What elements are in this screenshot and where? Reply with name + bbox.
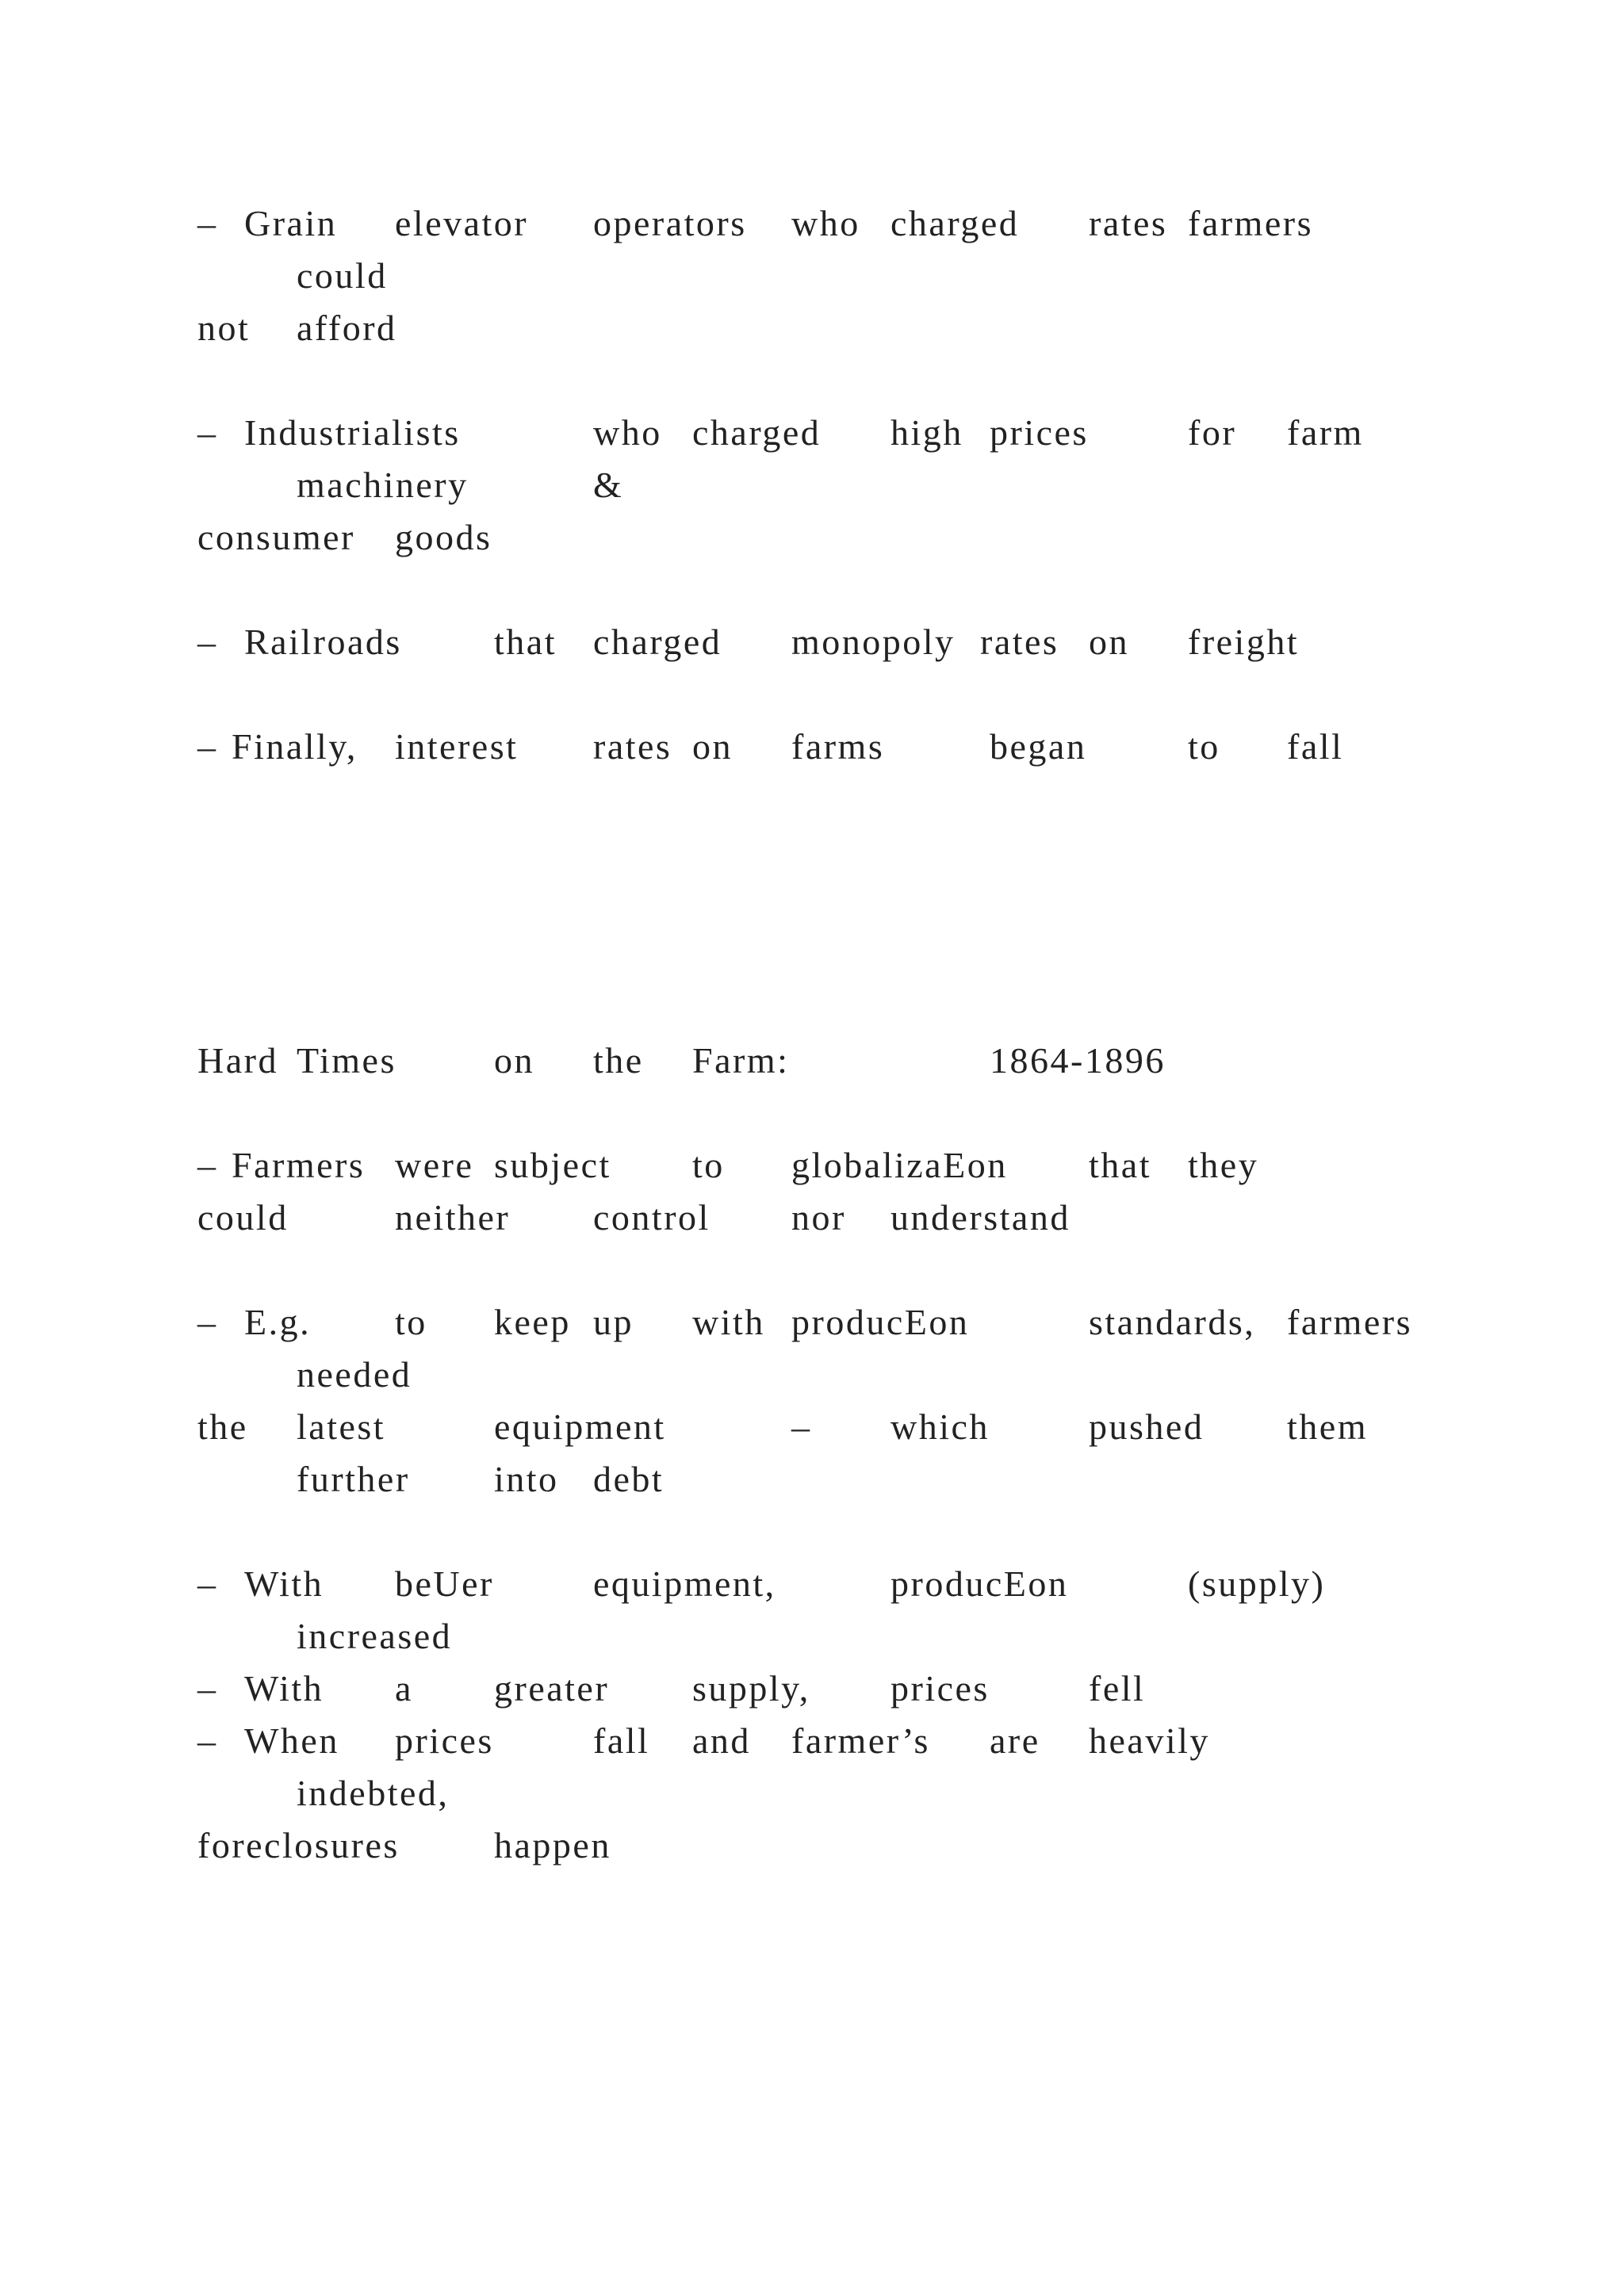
word: Railroads — [244, 622, 402, 662]
word: for — [1188, 412, 1237, 453]
text-line — [0, 514, 1624, 561]
word: understand — [891, 1197, 1071, 1238]
word: consumer — [197, 517, 355, 557]
word: supply, — [692, 1668, 810, 1709]
word: Grain — [244, 203, 338, 243]
word: – — [197, 1563, 218, 1604]
text-line — [0, 1194, 1624, 1242]
word: indebted, — [297, 1773, 450, 1813]
word: (supply) — [1188, 1563, 1326, 1604]
word: Farmers — [232, 1145, 366, 1185]
word: & — [593, 465, 624, 505]
text-line — [0, 1142, 1624, 1189]
word: fall — [593, 1720, 650, 1761]
text-line — [0, 1351, 1624, 1399]
word: afford — [297, 308, 397, 348]
word: – — [197, 1302, 218, 1342]
text-line — [0, 461, 1624, 509]
word: into — [494, 1459, 559, 1499]
word: Finally, — [232, 726, 358, 767]
word: – — [197, 1720, 218, 1761]
word: farmers — [1287, 1302, 1412, 1342]
word: not — [197, 308, 251, 348]
word: up — [593, 1302, 634, 1342]
word: rates — [593, 726, 672, 767]
text-line — [0, 1770, 1624, 1817]
word: fell — [1089, 1668, 1146, 1709]
text-line — [0, 1403, 1624, 1451]
word: machinery — [297, 465, 469, 505]
word: latest — [297, 1406, 386, 1447]
word: interest — [395, 726, 519, 767]
word: pushed — [1089, 1406, 1205, 1447]
word: high — [891, 412, 963, 453]
word: operators — [593, 203, 747, 243]
word: – — [197, 622, 218, 662]
word: on — [692, 726, 733, 767]
word: charged — [593, 622, 722, 662]
word: farmer’s — [791, 1720, 930, 1761]
word: equipment — [494, 1406, 666, 1447]
word: When — [244, 1720, 339, 1761]
word: fall — [1287, 726, 1344, 767]
word: are — [990, 1720, 1040, 1761]
word: With — [244, 1668, 324, 1709]
text-line — [0, 1456, 1624, 1503]
word: happen — [494, 1825, 611, 1866]
word: standards, — [1089, 1302, 1256, 1342]
text-line — [0, 1613, 1624, 1660]
text-line — [0, 1299, 1624, 1346]
word: 1864-1896 — [990, 1040, 1166, 1081]
word: – — [197, 1668, 218, 1709]
word: to — [395, 1302, 427, 1342]
word: neither — [395, 1197, 511, 1238]
word: which — [891, 1406, 990, 1447]
text-line — [0, 409, 1624, 457]
word: elevator — [395, 203, 529, 243]
text-line — [0, 1560, 1624, 1608]
word: – — [791, 1406, 812, 1447]
word: beUer — [395, 1563, 494, 1604]
word: greater — [494, 1668, 610, 1709]
word: them — [1287, 1406, 1368, 1447]
word: that — [1089, 1145, 1151, 1185]
word: rates — [980, 622, 1059, 662]
section-heading — [0, 1037, 1624, 1085]
word: globalizaEon — [791, 1145, 1008, 1185]
word: farms — [791, 726, 885, 767]
word: heavily — [1089, 1720, 1210, 1761]
word: nor — [791, 1197, 846, 1238]
word: farmers — [1188, 203, 1313, 243]
text-line — [0, 1822, 1624, 1869]
text-line — [0, 200, 1624, 247]
word: rates — [1089, 203, 1168, 243]
word: Times — [297, 1040, 396, 1081]
word: the — [593, 1040, 644, 1081]
word: – — [197, 726, 218, 767]
text-line — [0, 1665, 1624, 1712]
word: With — [244, 1563, 324, 1604]
word: debt — [593, 1459, 665, 1499]
word: equipment, — [593, 1563, 776, 1604]
word: – — [197, 1145, 218, 1185]
word: monopoly — [791, 622, 956, 662]
text-line — [0, 252, 1624, 300]
word: could — [297, 255, 388, 296]
word: subject — [494, 1145, 611, 1185]
word: who — [791, 203, 860, 243]
word: Farm: — [692, 1040, 790, 1081]
word: on — [1089, 622, 1129, 662]
word: who — [593, 412, 662, 453]
word: – — [197, 203, 218, 243]
word: freight — [1188, 622, 1300, 662]
word: control — [593, 1197, 710, 1238]
text-line — [0, 618, 1624, 666]
word: goods — [395, 517, 492, 557]
word: needed — [297, 1354, 412, 1395]
word: Industrialists — [244, 412, 461, 453]
word: keep — [494, 1302, 571, 1342]
word: – — [197, 412, 218, 453]
word: to — [692, 1145, 725, 1185]
word: and — [692, 1720, 751, 1761]
word: the — [197, 1406, 248, 1447]
word: began — [990, 726, 1087, 767]
word: producEon — [791, 1302, 970, 1342]
word: prices — [990, 412, 1089, 453]
word: on — [494, 1040, 534, 1081]
word: prices — [395, 1720, 494, 1761]
word: were — [395, 1145, 474, 1185]
word: charged — [891, 203, 1020, 243]
text-line — [0, 304, 1624, 352]
word: could — [197, 1197, 289, 1238]
word: E.g. — [244, 1302, 312, 1342]
word: further — [297, 1459, 410, 1499]
word: a — [395, 1668, 413, 1709]
word: Hard — [197, 1040, 278, 1081]
word: prices — [891, 1668, 990, 1709]
word: foreclosures — [197, 1825, 400, 1866]
word: with — [692, 1302, 765, 1342]
text-line — [0, 1717, 1624, 1765]
word: increased — [297, 1616, 453, 1656]
text-line — [0, 723, 1624, 771]
word: producEon — [891, 1563, 1069, 1604]
word: that — [494, 622, 557, 662]
word: they — [1188, 1145, 1259, 1185]
word: charged — [692, 412, 822, 453]
word: farm — [1287, 412, 1364, 453]
word: to — [1188, 726, 1220, 767]
